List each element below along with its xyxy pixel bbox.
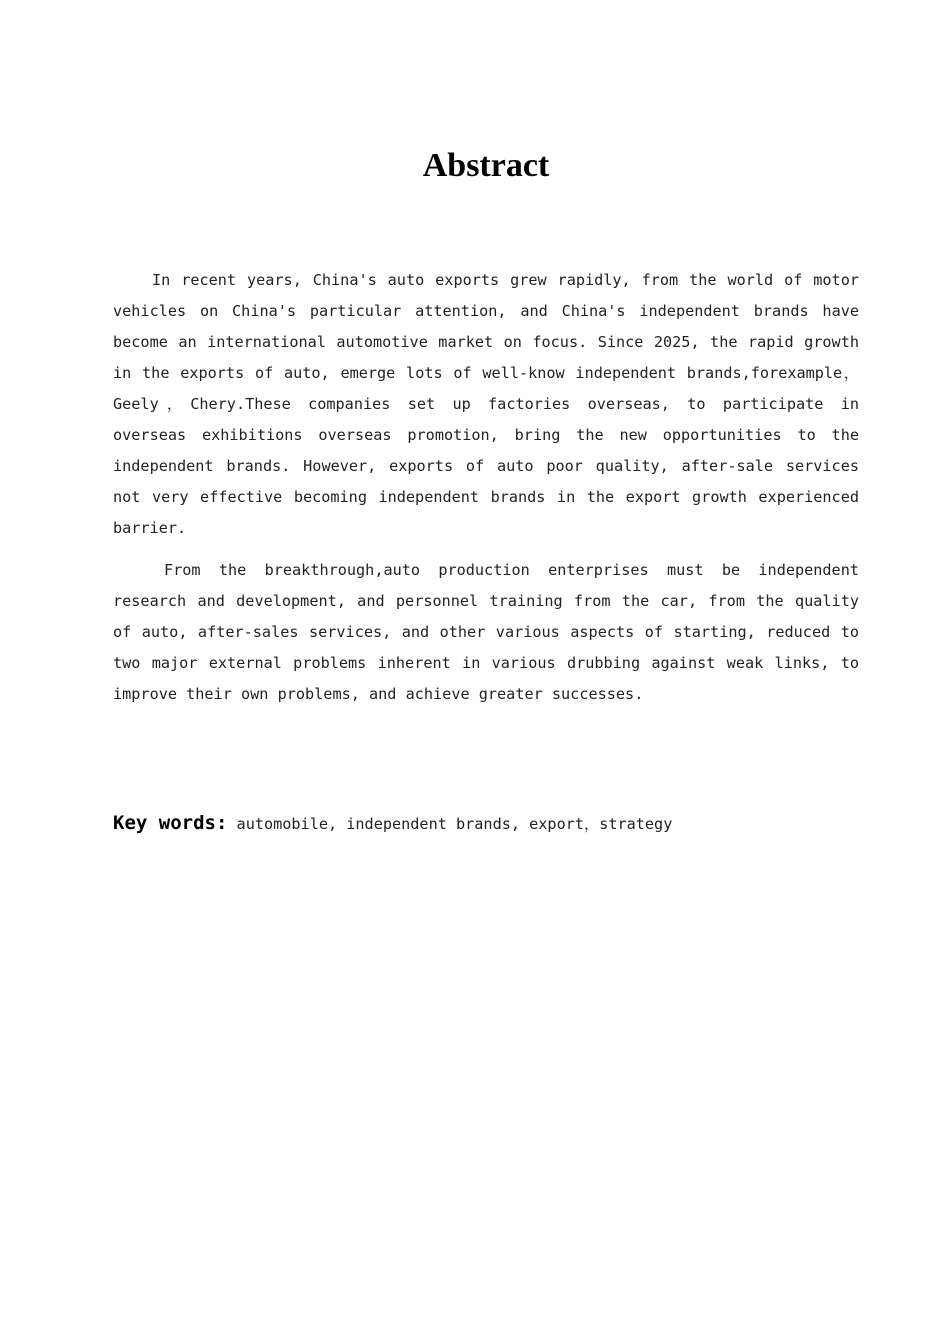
abstract-paragraph-2: From the breakthrough,auto production enterprises must be independent research and development, and personnel training from the car, from the quality of auto, after-sales services, and other various aspects of starting, reduced to two major external problems inherent in various drubbing against weak links, to improve their own problems, and achieve greater successes. <box>113 561 859 703</box>
page-title: Abstract <box>422 147 550 184</box>
keywords-line <box>113 808 859 840</box>
keywords-label: Key words: <box>113 812 228 834</box>
abstract-paragraph-1: In recent years, China's auto exports grew rapidly, from the world of motor vehicles on China's particular attention, and China's independent brands have become an international automotive market on focus. Since 2025, the rapid growth in the exports of auto, emerge lots of well-know independent brands,forexample，Geely，Chery.These companies set up factories overseas, to participate in overseas exhibitions overseas promotion, bring the new opportunities to the independent brands. However, exports of auto poor quality, after-sale services not very effective becoming independent brands in the export growth experienced barrier. <box>113 271 859 537</box>
abstract-body <box>113 265 859 710</box>
keywords-text: automobile, independent brands, export，strategy <box>236 815 673 833</box>
